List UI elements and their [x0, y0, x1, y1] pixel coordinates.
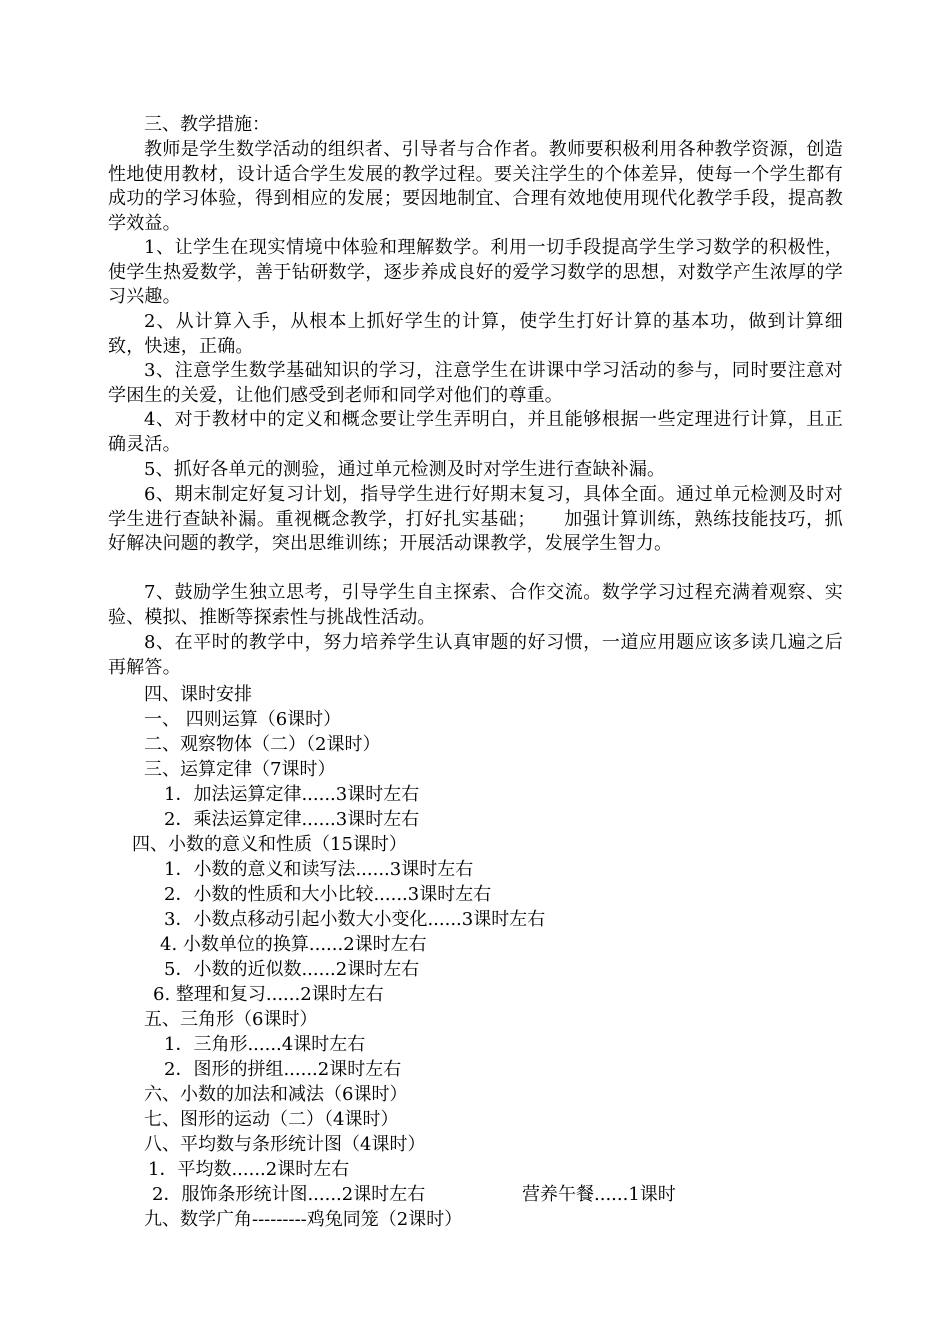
unit-4-item-6: 6. 整理和复习......2课时左右 — [153, 984, 384, 1005]
paragraph-intro: 教师是学生数学活动的组织者、引导者与合作者。教师要积极利用各种教学资源，创造性地使用教材，设计适合学生发展的教学过程。要关注学生的个体差异，使每一个学生都有成功的学习体验，得到相应的发展；要因地制宜、合理有效地使用现代化教学手段，提高教学效益。 — [108, 139, 843, 234]
unit-5: 五、三角形（6课时） — [144, 1009, 318, 1030]
section-heading-teaching-measures: 三、教学措施： — [144, 114, 270, 135]
unit-4-item-1: 1．小数的意义和读写法......3课时左右 — [164, 859, 474, 880]
section-heading-schedule: 四、课时安排 — [144, 684, 252, 705]
unit-8: 八、平均数与条形统计图（4课时） — [144, 1134, 426, 1155]
unit-8-item-3: 营养午餐......1课时 — [522, 1184, 676, 1205]
unit-4: 四、小数的意义和性质（15课时） — [132, 834, 407, 855]
unit-4-item-4: 4. 小数单位的换算......2课时左右 — [160, 934, 427, 955]
unit-8-item-2: 2．服饰条形统计图......2课时左右 — [152, 1184, 426, 1205]
unit-8-item-1: 1．平均数......2课时左右 — [148, 1159, 350, 1180]
unit-9: 九、数学广角---------鸡兔同笼（2课时） — [144, 1209, 463, 1230]
paragraph-measure-1: 1、让学生在现实情境中体验和理解数学。利用一切手段提高学生学习数学的积极性，使学生热爱数学，善于钻研数学，逐步养成良好的爱学习数学的思想，对数学产生浓厚的学习兴趣。 — [108, 237, 843, 308]
paragraph-measure-2: 2、从计算入手，从根本上抓好学生的计算，使学生打好计算的基本功，做到计算细致，快速，正确。 — [108, 311, 843, 357]
unit-3-item-1: 1．加法运算定律......3课时左右 — [164, 784, 420, 805]
unit-5-item-1: 1．三角形......4课时左右 — [164, 1034, 366, 1055]
unit-2: 二、观察物体（二）（2课时） — [144, 734, 381, 755]
paragraph-measure-4: 4、对于教材中的定义和概念要让学生弄明白，并且能够根据一些定理进行计算，且正确灵活。 — [108, 409, 843, 455]
unit-3: 三、运算定律（7课时） — [144, 759, 336, 780]
unit-4-item-3: 3．小数点移动引起小数大小变化......3课时左右 — [164, 909, 546, 930]
unit-4-item-5: 5．小数的近似数......2课时左右 — [164, 959, 420, 980]
unit-3-item-2: 2．乘法运算定律......3课时左右 — [164, 809, 420, 830]
paragraph-measure-5: 5、抓好各单元的测验，通过单元检测及时对学生进行查缺补漏。 — [144, 459, 666, 480]
paragraph-measure-8: 8、在平时的教学中，努力培养学生认真审题的好习惯，一道应用题应该多读几遍之后再解答。 — [108, 632, 843, 678]
paragraph-measure-7: 7、鼓励学生独立思考，引导学生自主探索、合作交流。数学学习过程充满着观察、实验、模拟、推断等探索性与挑战性活动。 — [108, 582, 843, 628]
paragraph-measure-3: 3、注意学生数学基础知识的学习，注意学生在讲课中学习活动的参与，同时要注意对学困生的关爱，让他们感受到老师和同学对他们的尊重。 — [108, 360, 843, 406]
unit-7: 七、图形的运动（二）（4课时） — [144, 1109, 399, 1130]
paragraph-measure-6: 6、期末制定好复习计划，指导学生进行好期末复习，具体全面。通过单元检测及时对学生进行查缺补漏。重视概念教学，打好扎实基础； 加强计算训练，熟练技能技巧，抓好解决问题的教学，突出思维训练；开展活动课教学，发展学生智力。 — [108, 484, 843, 555]
unit-5-item-2: 2．图形的拼组......2课时左右 — [164, 1059, 402, 1080]
unit-1: 一、 四则运算（6课时） — [144, 709, 342, 730]
unit-4-item-2: 2．小数的性质和大小比较......3课时左右 — [164, 884, 492, 905]
unit-6: 六、小数的加法和减法（6课时） — [144, 1084, 408, 1105]
